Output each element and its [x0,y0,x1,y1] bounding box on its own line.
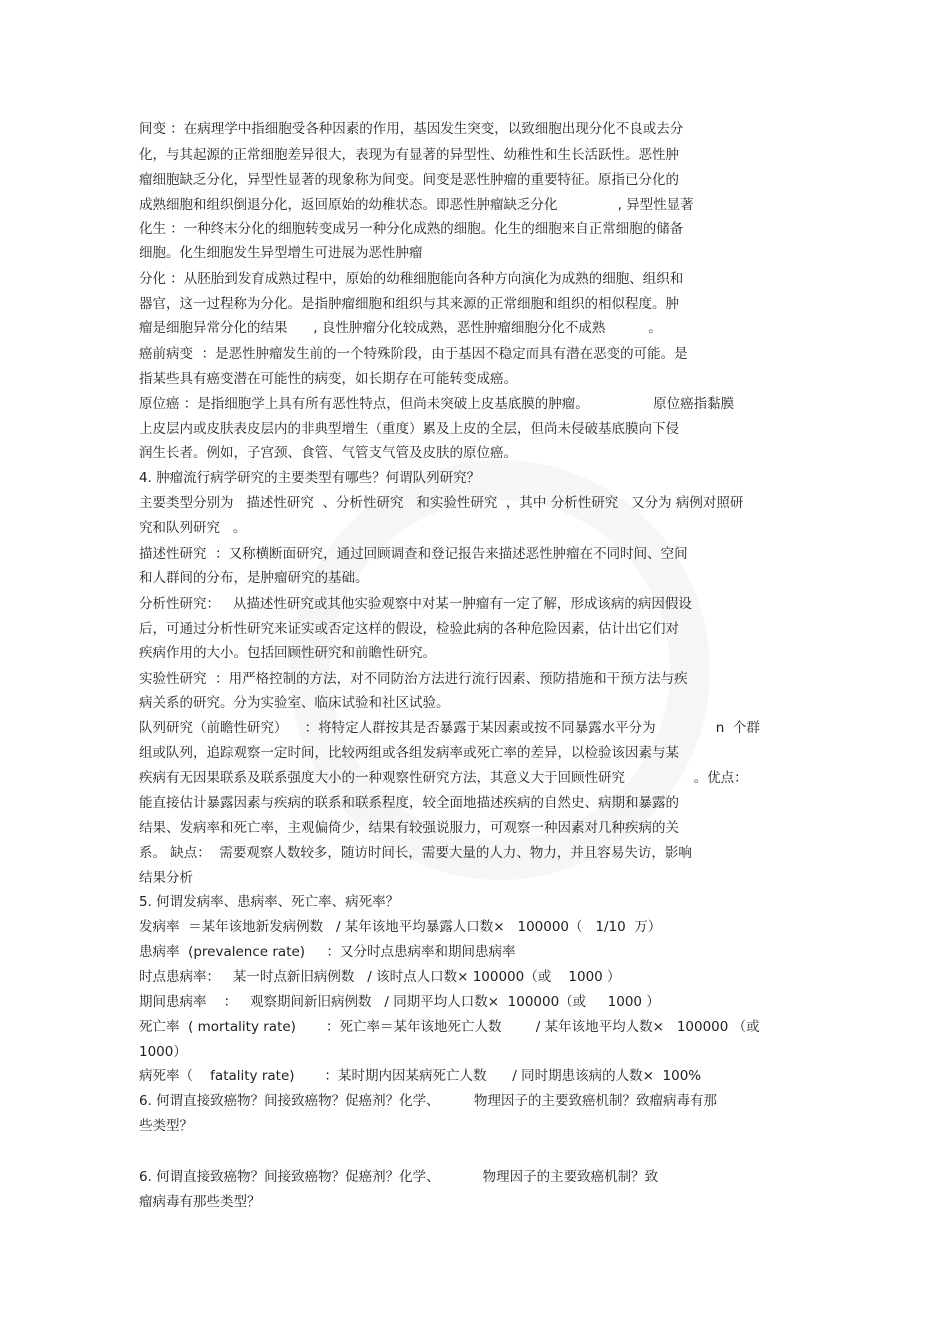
text-line: 瘤病毒有那些类型？ [139,1194,261,1210]
text-line: 描述性研究 ：又称横断面研究，通过回顾调查和登记报告来描述恶性肿瘤在不同时间、空间 [139,546,688,562]
text-line: 润生长者。例如，子宫颈、食管、气管支气管及皮肤的原位癌。 [139,445,517,461]
text-line: 化，与其起源的正常细胞差异很大，表现为有显著的异型性、幼稚性和生长活跃性。恶性肿 [139,147,679,163]
text-line: 究和队列研究 。 [139,520,247,536]
text-line: 化生 ：一种终末分化的细胞转变成另一种分化成熟的细胞。化生的细胞来自正常细胞的储备 [139,221,684,237]
text-line: 原位癌 ：是指细胞学上具有所有恶性特点，但尚未突破上皮基底膜的肿瘤。 原位癌指黏膜 [139,396,735,412]
text-line: 器官，这一过程称为分化。是指肿瘤细胞和组织与其来源的正常细胞和组织的相似程度。肿 [139,296,679,312]
text-line: 分析性研究： 从描述性研究或其他实验观察中对某一肿瘤有一定了解，形成该病的病因假设 [139,596,692,612]
section-heading: 5. 何谓发病率、患病率、死亡率、病死率？ [139,894,400,910]
text-line: 队列研究（前瞻性研究） ：将特定人群按其是否暴露于某因素或按不同暴露水平分为 n 个群 [139,720,760,736]
text-line: 成熟细胞和组织倒退分化，返回原始的幼稚状态。即恶性肿瘤缺乏分化 , 异型性显著 [139,197,694,213]
section-heading: 4. 肿瘤流行病学研究的主要类型有哪些？何谓队列研究？ [139,470,481,486]
text-line: 瘤细胞缺乏分化，异型性显著的现象称为间变。间变是恶性肿瘤的重要特征。原指已分化的 [139,172,679,188]
text-line: 分化 ：从胚胎到发育成熟过程中，原始的幼稚细胞能向各种方向演化为成熟的细胞、组织和 [139,271,684,287]
text-line: 指某些具有癌变潜在可能性的病变，如长期存在可能转变成癌。 [139,371,517,387]
text-line: 病死率（ fatality rate) ：某时期内因某病死亡人数 / 同时期患该病的人数× 100% [139,1068,702,1084]
text-line: 患病率 (prevalence rate) ：又分时点患病率和期间患病率 [139,944,516,960]
text-line: 些类型？ [139,1118,193,1134]
text-line: 癌前病变 ：是恶性肿瘤发生前的一个特殊阶段，由于基因不稳定而具有潜在恶变的可能。是 [139,346,688,362]
text-line: 上皮层内或皮肤表皮层内的非典型增生（重度）累及上皮的全层，但尚未侵破基底膜向下侵 [139,421,679,437]
text-line: 疾病有无因果联系及联系强度大小的一种观察性研究方法，其意义大于回顾性研究 。优点： [139,770,748,786]
text-line: 和人群间的分布，是肿瘤研究的基础。 [139,570,369,586]
section-heading: 6. 何谓直接致癌物？间接致癌物？促癌剂？化学、 物理因子的主要致癌机制？致 [139,1169,659,1185]
text-line: 能直接估计暴露因素与疾病的联系和联系程度，较全面地描述疾病的自然史、病期和暴露的 [139,795,679,811]
text-line: 时点患病率： 某一时点新旧病例数 / 该时点人口数× 100000（或 1000 ） [139,969,621,985]
section-heading: 6. 何谓直接致癌物？间接致癌物？促癌剂？化学、 物理因子的主要致癌机制？致瘤病毒有那 [139,1093,718,1109]
text-line: 疾病作用的大小。包括回顾性研究和前瞻性研究。 [139,645,436,661]
text-line: 主要类型分别为 描述性研究 、分析性研究 和实验性研究 ，其中 分析性研究 又分为 病例对照研 [139,495,744,511]
text-line: 死亡率 ( mortality rate) ：死亡率＝某年该地死亡人数 / 某年该地平均人数× 100000 （或 [139,1019,760,1035]
text-line: 瘤是细胞异常分化的结果 , 良性肿瘤分化较成熟，恶性肿瘤细胞分化不成熟 。 [139,320,662,336]
text-line: 结果分析 [139,870,193,886]
text-line: 结果、发病率和死亡率，主观偏倚少，结果有较强说服力，可观察一种因素对几种疾病的关 [139,820,679,836]
text-line: 病关系的研究。分为实验室、临床试验和社区试验。 [139,695,450,711]
text-line: 组或队列，追踪观察一定时间，比较两组或各组发病率或死亡率的差异，以检验该因素与某 [139,745,679,761]
text-line: 发病率 ＝某年该地新发病例数 / 某年该地平均暴露人口数× 100000（ 1/10 万） [139,919,662,935]
text-line: 期间患病率 ： 观察期间新旧病例数 / 同期平均人口数× 100000（或 1000 ） [139,994,660,1010]
text-line: 系。 缺点： 需要观察人数较多，随访时间长，需要大量的人力、物力，并且容易失访，影响 [139,845,692,861]
text-line: 后，可通过分析性研究来证实或否定这样的假设，检验此病的各种危险因素，估计出它们对 [139,621,679,637]
text-line: 细胞。化生细胞发生异型增生可进展为恶性肿瘤 [139,245,423,261]
text-line: 实验性研究 ：用严格控制的方法，对不同防治方法进行流行因素、预防措施和干预方法与疾 [139,671,688,687]
text-line: 1000） [139,1044,187,1060]
text-line: 间变 ：在病理学中指细胞受各种因素的作用，基因发生突变，以致细胞出现分化不良或去分 [139,121,684,137]
